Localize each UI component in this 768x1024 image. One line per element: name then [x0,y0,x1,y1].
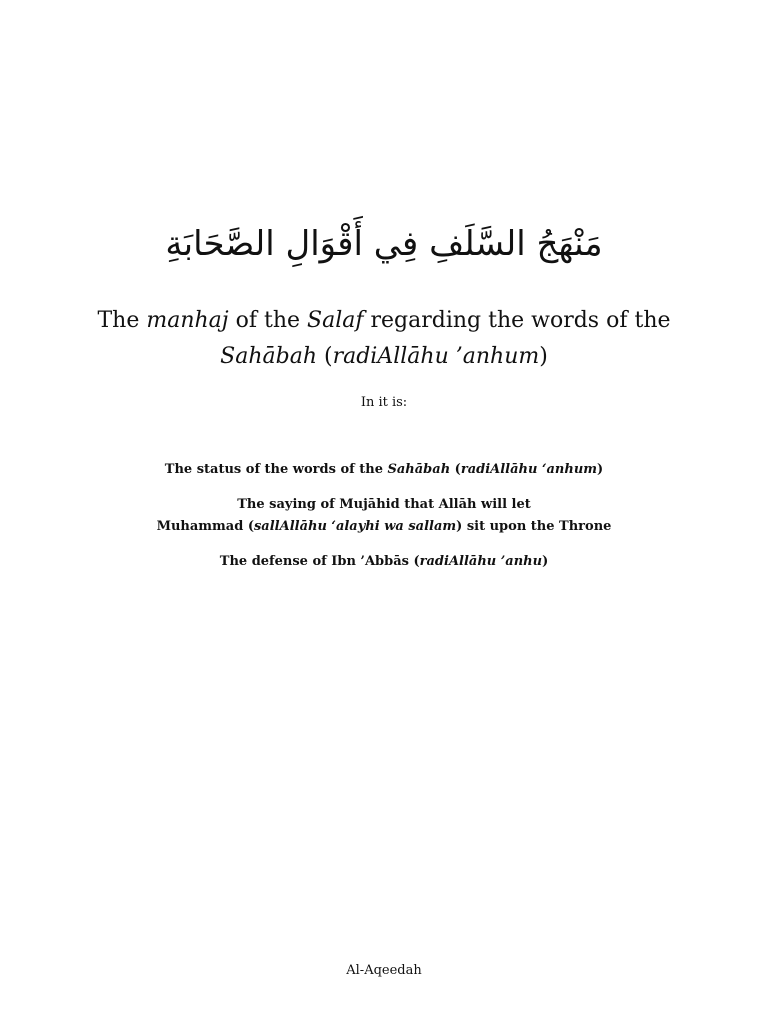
english-title-line-1 [0,306,768,336]
title-text: ( [317,344,333,369]
contents-text: ) [542,554,549,569]
contents-italic: Sahābah [387,462,451,477]
contents-item-2-line-2 [0,516,768,538]
title-text: regarding the words of the [363,308,671,333]
contents-italic: radiAllāhu ’anhu [419,554,543,569]
title-italic-sahabah: Sahābah [220,344,318,369]
title-italic-salaf: Salaf [307,308,364,333]
contents-item-1 [0,459,768,481]
contents-item-3 [0,551,768,573]
contents-text: Muhammad ( [156,519,254,534]
title-italic-honorific: radiAllāhu ’anhum [332,344,540,369]
contents-text: ) sit upon the Throne [456,519,612,534]
contents-text: ( [450,462,461,477]
contents-italic: sallAllāhu ‘alayhi wa sallam [253,519,457,534]
contents-text: The status of the words of the [164,462,388,477]
contents-intro: In it is: [360,395,408,410]
title-text: of the [228,308,308,333]
title-italic-manhaj: manhaj [146,308,229,333]
contents-item-2-line-1: The saying of Mujāhid that Allāh will let [237,497,531,512]
english-title-line-2 [0,342,768,372]
footer-publisher: Al-Aqeedah [346,963,422,978]
contents-text: The defense of Ibn ’Abbās ( [219,554,420,569]
title-text: ) [539,344,548,369]
contents-text: ) [597,462,604,477]
contents-italic: radiAllāhu ‘anhum [460,462,598,477]
arabic-title: مَنْهَجُ السَّلَفِ فِي أَقْوَالِ الصَّحَابَةِ [165,224,603,264]
title-text: The [97,308,147,333]
